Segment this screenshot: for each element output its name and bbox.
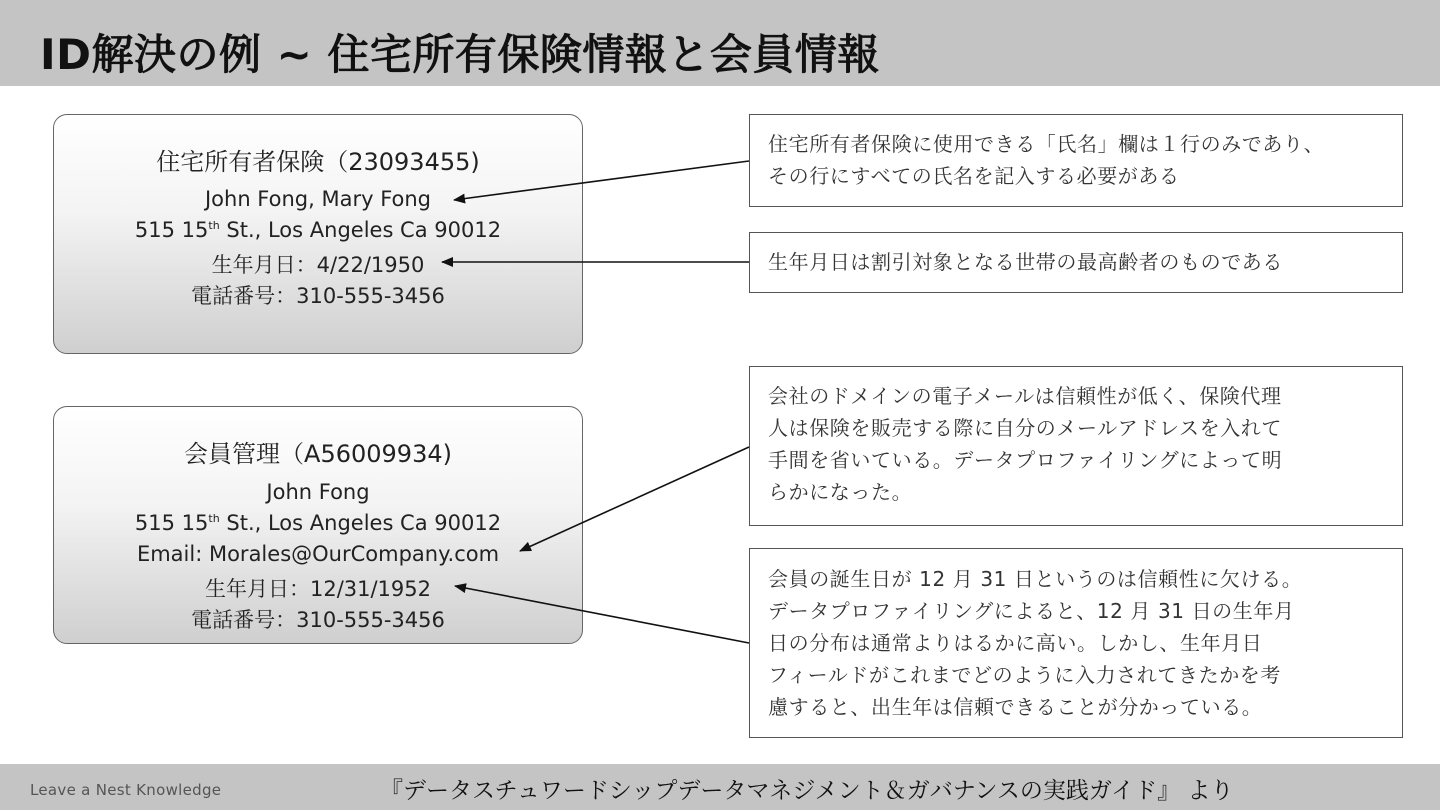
note-line: らかになった。 — [768, 480, 913, 504]
membership-name: John Fong — [266, 480, 370, 504]
home-insurance-phone: 電話番号：310-555-3456 — [191, 284, 445, 308]
note-line: その行にすべての氏名を記入する必要がある — [768, 164, 1180, 188]
note-line: フィールドがこれまでどのように入力されてきたかを考 — [768, 663, 1281, 687]
slide-title: ID解決の例 ~ 住宅所有保険情報と会員情報 — [40, 30, 880, 79]
membership-phone: 電話番号：310-555-3456 — [191, 608, 445, 632]
note-line: 会員の誕生日が 12 月 31 日というのは信頼性に欠ける。 — [768, 567, 1303, 591]
membership-email: Email: Morales@OurCompany.com — [136, 542, 500, 566]
note-line: 生年月日は割引対象となる世帯の最高齢者のものである — [768, 250, 1283, 274]
note-line: 住宅所有者保険に使用できる「氏名」欄は１行のみであり、 — [768, 132, 1325, 156]
arrow-birthdate-2 — [455, 586, 749, 643]
note-line: 手間を省いている。データプロファイリングによって明 — [768, 448, 1283, 472]
footer-source: 『データスチュワードシップデータマネジメント＆ガバナンスの実践ガイド』 より — [380, 778, 1234, 804]
note-line: 会社のドメインの電子メールは信頼性が低く、保険代理 — [768, 384, 1282, 408]
note-line: 日の分布は通常よりはるかに高い。しかし、生年月日 — [768, 631, 1263, 655]
membership-address: 515 15th St., Los Angeles Ca 90012 — [134, 511, 502, 535]
note-line: 人は保険を販売する際に自分のメールアドレスを入れて — [768, 416, 1282, 440]
membership-title: 会員管理（A56009934) — [184, 440, 452, 468]
footer-brand: Leave a Nest Knowledge — [30, 781, 222, 799]
home-insurance-address: 515 15th St., Los Angeles Ca 90012 — [134, 218, 502, 242]
membership-birthdate: 生年月日：12/31/1952 — [204, 577, 432, 601]
arrow-email — [520, 447, 749, 551]
home-insurance-names: John Fong, Mary Fong — [204, 187, 432, 211]
arrow-names — [454, 161, 749, 200]
home-insurance-title: 住宅所有者保険（23093455) — [156, 148, 480, 176]
note-line: データプロファイリングによると、12 月 31 日の生年月 — [768, 599, 1295, 623]
note-line: 慮すると、出生年は信頼できることが分かっている。 — [768, 695, 1263, 719]
home-insurance-birthdate: 生年月日：4/22/1950 — [211, 253, 425, 277]
